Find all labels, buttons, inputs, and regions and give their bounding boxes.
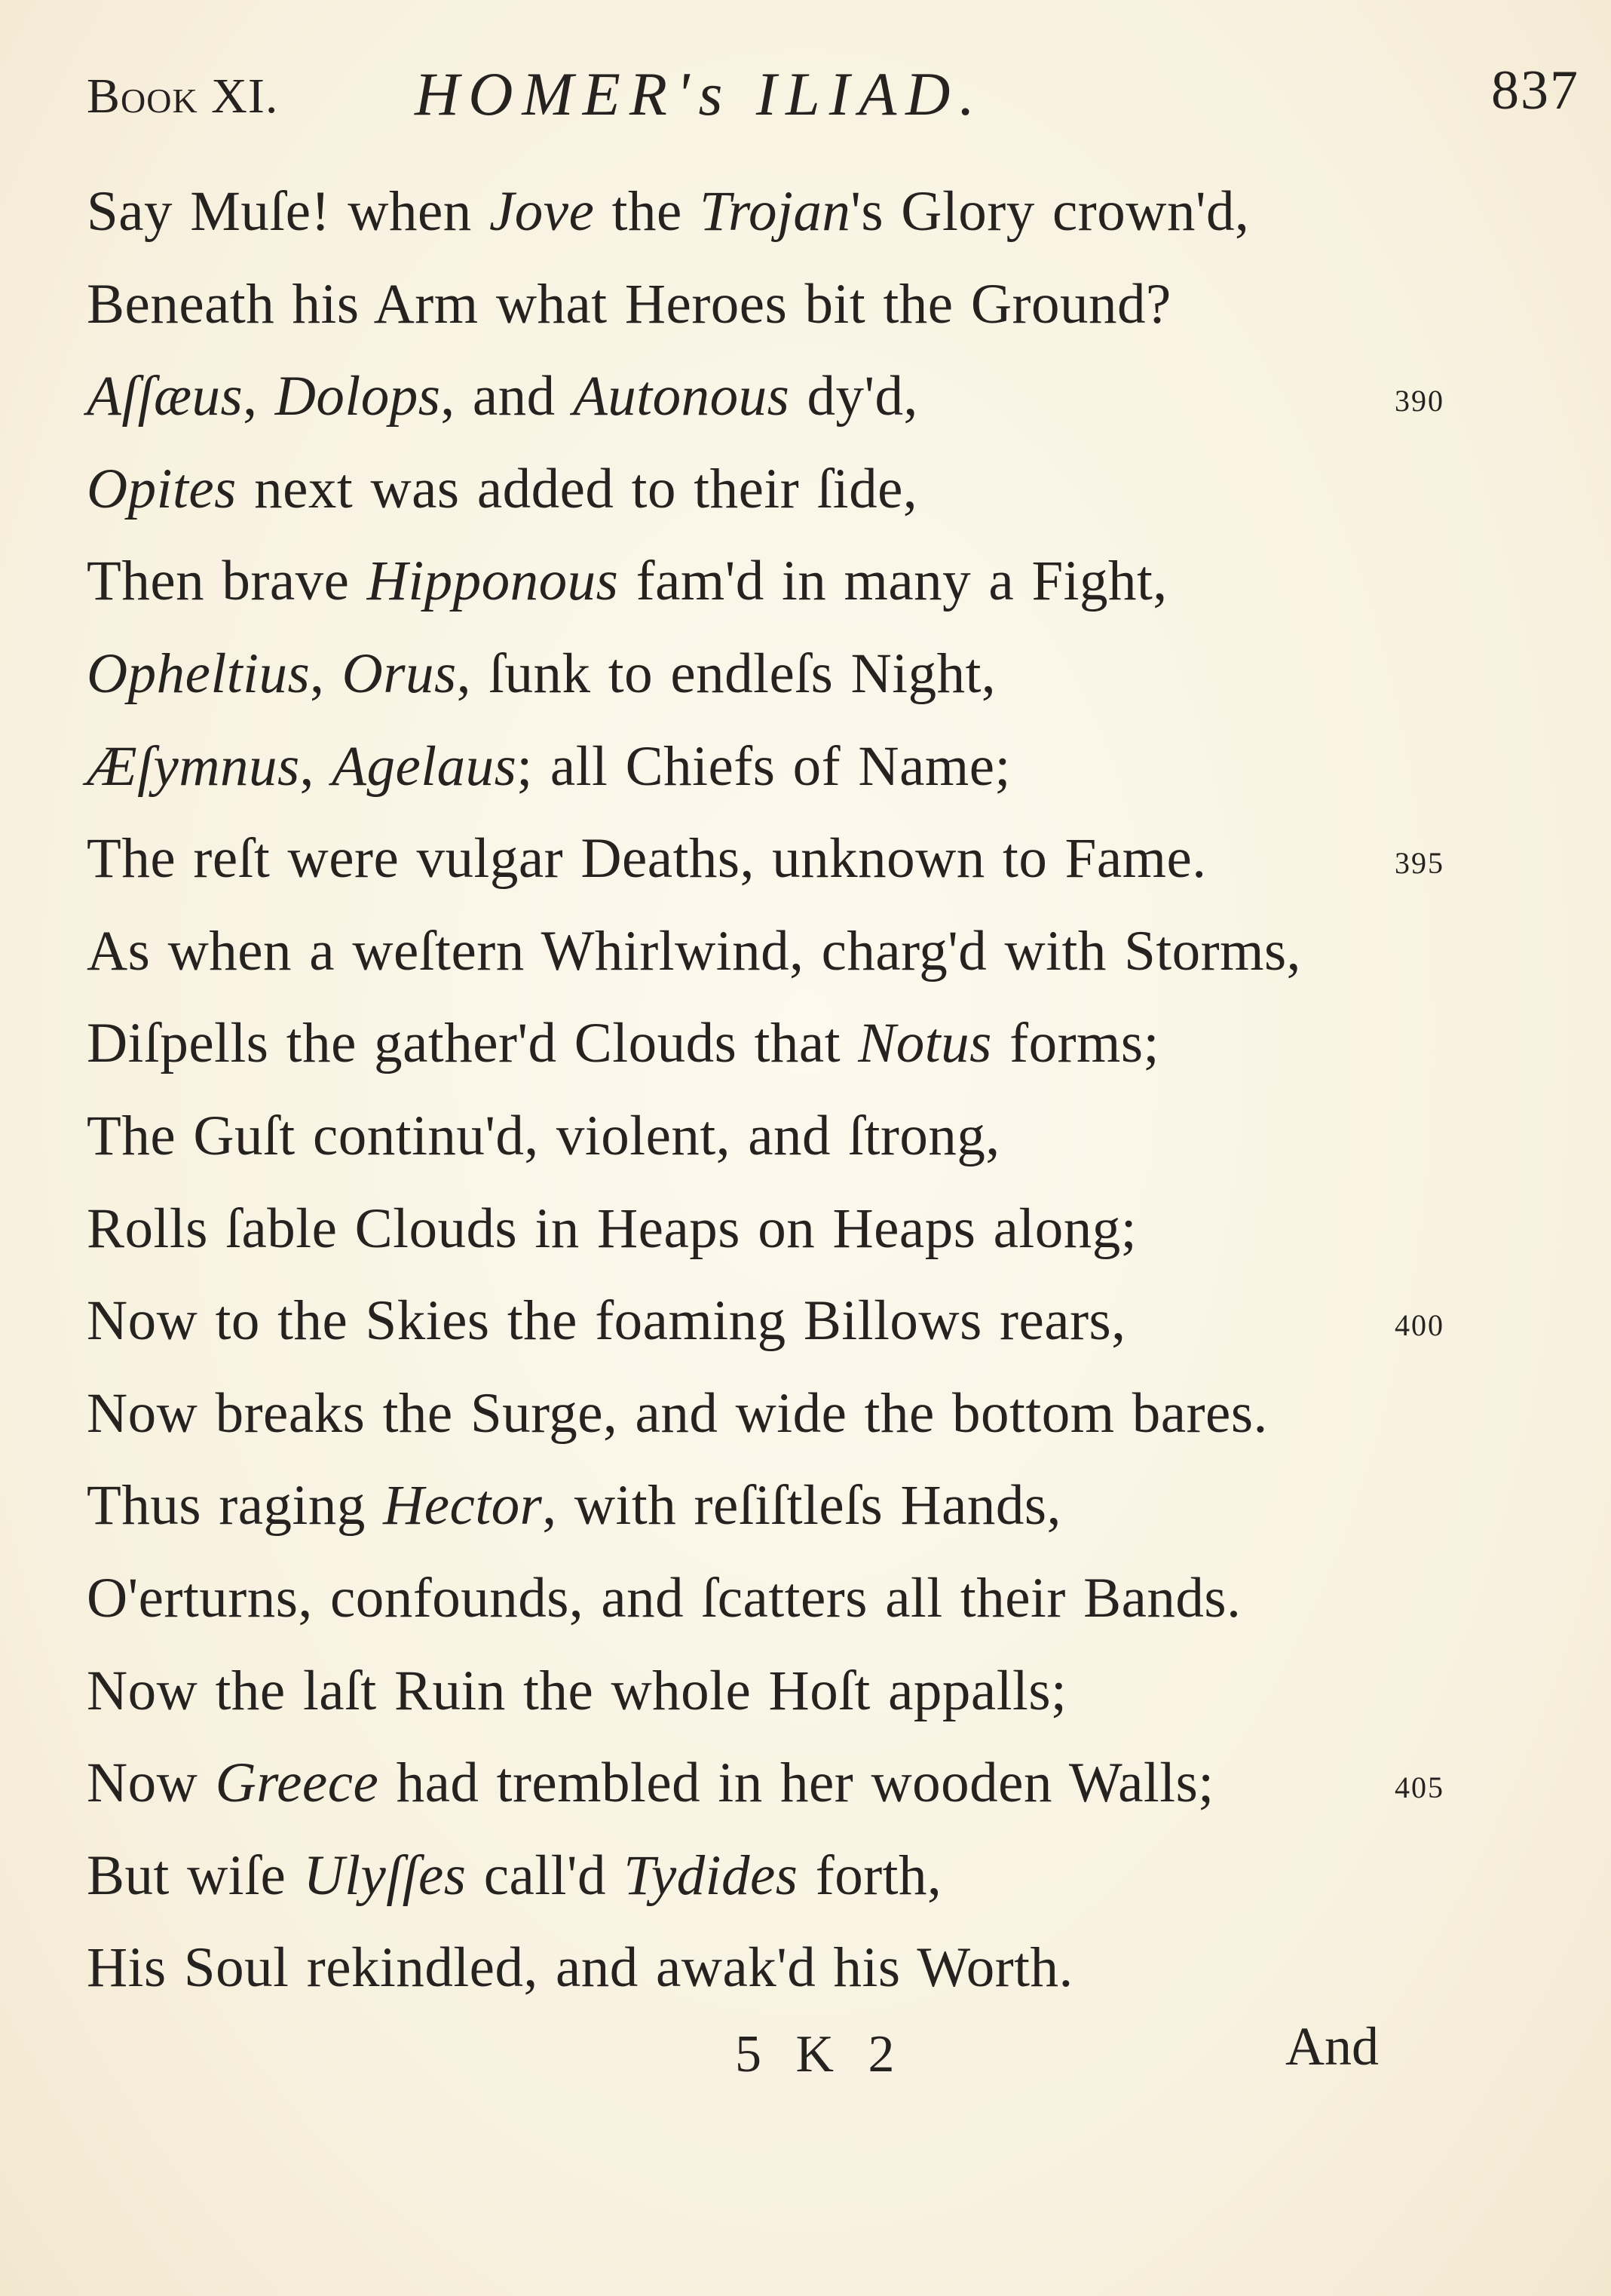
verse-text: [87, 166, 1249, 259]
printer-signature-mark: 5 K 2: [735, 2025, 905, 2083]
verse-segment: ,: [243, 365, 275, 428]
verse-segment: had trembled in her wooden Walls;: [378, 1752, 1214, 1815]
verse-segment: The reſt were vulgar Deaths, unknown to Fame.: [87, 827, 1207, 891]
verse-text: [87, 259, 1171, 351]
italic-name: Opites: [87, 457, 237, 520]
verse-text: [87, 998, 1159, 1090]
italic-name: Opheltius: [87, 642, 311, 705]
poem-text: [87, 166, 1564, 2015]
verse-text: [87, 1460, 1061, 1553]
verse-text: [87, 1553, 1241, 1645]
verse-text: [87, 1183, 1137, 1276]
line-number: 400: [1395, 1308, 1444, 1343]
verse-segment: Diſpells the gather'd Clouds that: [87, 1012, 859, 1075]
running-title: HOMER's ILIAD.: [415, 60, 984, 128]
verse-line: [87, 443, 1564, 536]
italic-name: Jove: [489, 180, 595, 243]
verse-segment: But wiſe: [87, 1844, 304, 1907]
line-number: 395: [1395, 846, 1444, 881]
italic-name: Agelaus: [332, 734, 517, 798]
verse-text: [87, 535, 1168, 628]
verse-text: [87, 1922, 1073, 2015]
verse-line: [87, 1460, 1564, 1553]
italic-name: Orus: [341, 642, 457, 705]
verse-line: [87, 1830, 1564, 1923]
line-number: 405: [1395, 1770, 1444, 1805]
italic-name: Greece: [215, 1752, 379, 1815]
verse-line: [87, 998, 1564, 1090]
verse-segment: the: [594, 180, 700, 243]
verse-text: [87, 443, 917, 536]
verse-segment: O'erturns, confounds, and ſcatters all their Bands.: [87, 1566, 1242, 1629]
verse-line: [87, 813, 1564, 906]
verse-text: [87, 813, 1207, 906]
verse-line: [87, 1090, 1564, 1183]
italic-name: Tydides: [623, 1844, 798, 1907]
italic-name: Aſſæus: [87, 365, 243, 428]
verse-line: [87, 721, 1564, 814]
italic-name: Autonous: [572, 365, 790, 428]
verse-segment: Then brave: [87, 550, 367, 613]
verse-segment: dy'd,: [789, 365, 918, 428]
verse-segment: , and: [440, 365, 573, 428]
verse-segment: Now: [87, 1752, 216, 1815]
italic-name: Æſymnus: [87, 734, 300, 798]
verse-segment: Now breaks the Surge, and wide the bottom bares.: [87, 1381, 1268, 1445]
verse-segment: Thus raging: [87, 1474, 384, 1537]
verse-segment: ; all Chiefs of Name;: [516, 734, 1011, 798]
verse-segment: Now the laſt Ruin the whole Hoſt appalls;: [87, 1659, 1067, 1722]
verse-text: [87, 1737, 1214, 1830]
verse-text: [87, 721, 1011, 814]
verse-segment: next was added to their ſide,: [236, 457, 918, 520]
verse-line: [87, 1553, 1564, 1645]
verse-segment: , with reſiſtleſs Hands,: [542, 1474, 1061, 1537]
verse-segment: ,: [299, 734, 332, 798]
verse-text: [87, 628, 996, 721]
verse-segment: Now to the Skies the foaming Billows rears,: [87, 1289, 1126, 1353]
verse-segment: 's Glory crown'd,: [850, 180, 1250, 243]
verse-line: [87, 1645, 1564, 1738]
verse-line: [87, 628, 1564, 721]
verse-text: [87, 351, 918, 443]
italic-name: Ulyſſes: [303, 1844, 467, 1907]
running-head: [87, 53, 1579, 136]
verse-line: [87, 535, 1564, 628]
verse-segment: The Guſt continu'd, violent, and ſtrong,: [87, 1104, 1000, 1167]
verse-line: [87, 1922, 1564, 2015]
page-number: 837: [1491, 60, 1579, 121]
verse-text: [87, 1275, 1126, 1368]
verse-line: [87, 259, 1564, 351]
line-number: 390: [1395, 384, 1444, 418]
verse-line: [87, 906, 1564, 998]
verse-text: [87, 1090, 1000, 1183]
verse-text: [87, 1830, 942, 1923]
verse-segment: fam'd in many a Fight,: [618, 550, 1168, 613]
verse-line: [87, 351, 1564, 443]
verse-text: [87, 906, 1301, 998]
italic-name: Trojan: [700, 180, 851, 243]
verse-line: [87, 166, 1564, 259]
verse-segment: call'd: [466, 1844, 624, 1907]
verse-text: [87, 1368, 1268, 1461]
verse-line: [87, 1183, 1564, 1276]
verse-segment: Say Muſe! when: [87, 180, 489, 243]
verse-segment: Beneath his Arm what Heroes bit the Ground?: [87, 272, 1171, 336]
verse-segment: forms;: [991, 1012, 1159, 1075]
italic-name: Hipponous: [366, 550, 619, 613]
page-footer: [87, 2016, 1564, 2107]
verse-segment: ,: [310, 642, 342, 705]
italic-name: Hector: [383, 1474, 543, 1537]
italic-name: Notus: [858, 1012, 992, 1075]
verse-line: [87, 1368, 1564, 1461]
verse-line: [87, 1275, 1564, 1368]
catchword: And: [1285, 2016, 1379, 2077]
book-label: Book XI.: [87, 69, 279, 124]
italic-name: Dolops: [274, 365, 441, 428]
verse-segment: As when a weſtern Whirlwind, charg'd with Storms,: [87, 919, 1301, 982]
verse-segment: forth,: [798, 1844, 942, 1907]
verse-segment: , ſunk to endleſs Night,: [456, 642, 997, 705]
verse-text: [87, 1645, 1067, 1738]
verse-segment: Rolls ſable Clouds in Heaps on Heaps along;: [87, 1197, 1138, 1260]
verse-segment: His Soul rekindled, and awak'd his Worth.: [87, 1936, 1073, 2000]
verse-line: [87, 1737, 1564, 1830]
